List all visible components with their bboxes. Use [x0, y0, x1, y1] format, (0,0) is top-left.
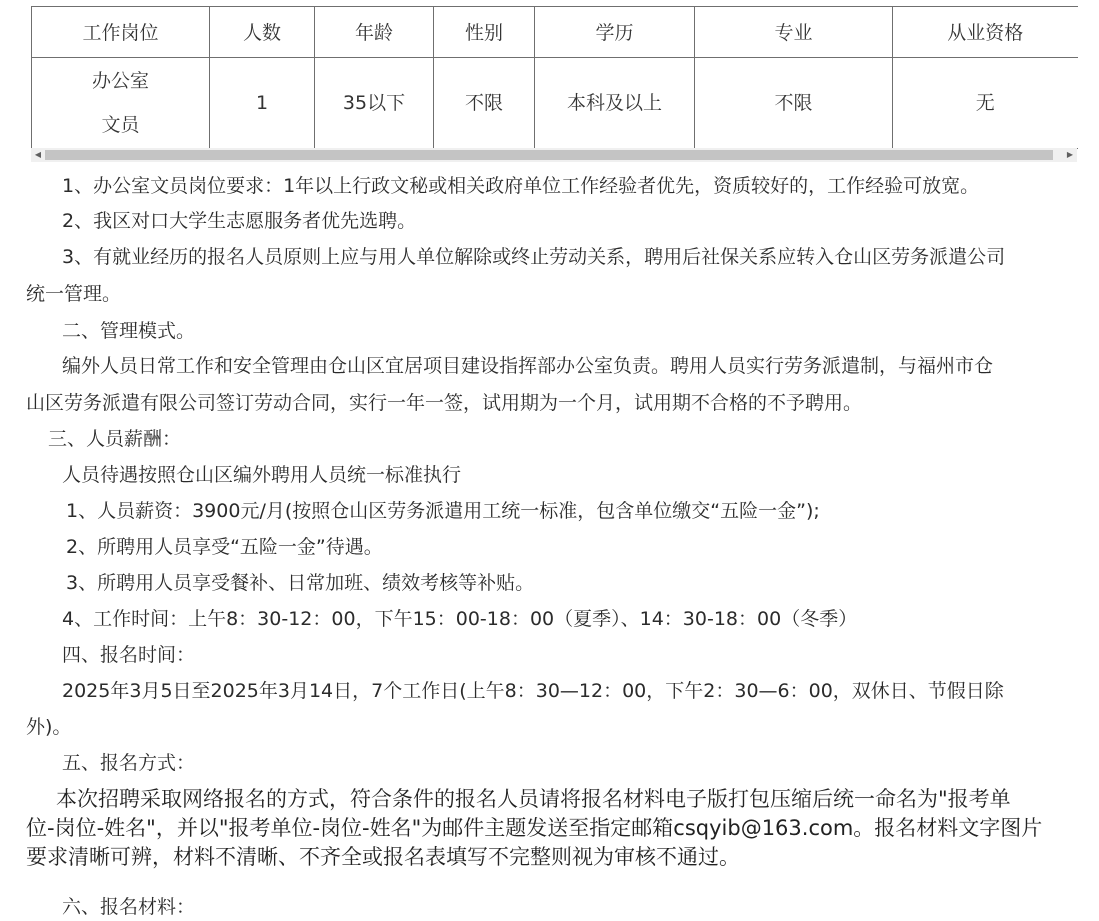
- scroll-left-icon[interactable]: ◀: [34, 150, 42, 159]
- header-cell: 工作岗位: [32, 7, 210, 58]
- management-paragraph: 编外人员日常工作和安全管理由仓山区宜居项目建设指挥部办公室负责。聘用人员实行劳务派遣制，与福州市仓: [62, 355, 994, 377]
- management-paragraph-cont: 山区劳务派遣有限公司签订劳动合同，实行一年一签，试用期为一个月，试用期不合格的不予聘用。: [26, 392, 863, 414]
- salary-item-2: 2、所聘用人员享受“五险一金”待遇。: [66, 536, 383, 558]
- salary-item-1: 1、人员薪资：3900元/月(按照仓山区劳务派遣用工统一标准，包含单位缴交“五险一金”);: [66, 500, 820, 522]
- horizontal-scrollbar[interactable]: [31, 148, 1077, 162]
- registration-method-paragraph: 本次招聘采取网络报名的方式，符合条件的报名人员请将报名材料电子版打包压缩后统一命名为"报考单: [56, 787, 1011, 811]
- registration-time: 2025年3月5日至2025年3月14日，7个工作日(上午8：30—12：00，下午2：30—6：00，双休日、节假日除: [62, 680, 1004, 702]
- job-table: [31, 6, 1078, 149]
- salary-intro: 人员待遇按照仓山区编外聘用人员统一标准执行: [62, 464, 462, 486]
- table-header-row: [32, 7, 1078, 58]
- header-cell: 年龄: [315, 7, 434, 58]
- header-cell: 性别: [434, 7, 535, 58]
- table-row: [32, 58, 1078, 149]
- requirement-3-cont: 统一管理。: [26, 283, 122, 305]
- registration-method-paragraph-cont: 要求清晰可辨，材料不清晰、不齐全或报名表填写不完整则视为审核不通过。: [26, 845, 740, 869]
- position-line: 文员: [101, 114, 140, 136]
- position-line: 办公室: [91, 70, 149, 92]
- section-heading-materials: 六、报名材料：: [62, 896, 196, 918]
- header-cell: 从业资格: [893, 7, 1078, 58]
- qualification-cell: 无: [893, 58, 1078, 149]
- work-hours: 4、工作时间：上午8：30-12：00，下午15：00-18：00（夏季）、14：30-18：00（冬季）: [62, 608, 858, 630]
- salary-item-3: 3、所聘用人员享受餐补、日常加班、绩效考核等补贴。: [66, 572, 535, 594]
- section-heading-registration-time: 四、报名时间：: [62, 644, 196, 666]
- header-cell: 专业: [695, 7, 893, 58]
- section-heading-salary: 三、人员薪酬：: [48, 428, 182, 450]
- count-cell: 1: [210, 58, 315, 149]
- header-cell: 人数: [210, 7, 315, 58]
- registration-method-paragraph-cont: 位-岗位-姓名"，并以"报考单位-岗位-姓名"为邮件主题发送至指定邮箱csqyib@163.com。报名材料文字图片: [26, 816, 1043, 840]
- education-cell: 本科及以上: [535, 58, 695, 149]
- major-cell: 不限: [695, 58, 893, 149]
- section-heading-management: 二、管理模式。: [62, 320, 196, 342]
- header-cell: 学历: [535, 7, 695, 58]
- scrollbar-thumb[interactable]: [45, 150, 1053, 160]
- age-cell: 35以下: [315, 58, 434, 149]
- requirement-1: 1、办公室文员岗位要求：1年以上行政文秘或相关政府单位工作经验者优先，资质较好的，工作经验可放宽。: [62, 175, 980, 197]
- requirement-3: 3、有就业经历的报名人员原则上应与用人单位解除或终止劳动关系，聘用后社保关系应转入仓山区劳务派遣公司: [62, 246, 1006, 268]
- requirement-2: 2、我区对口大学生志愿服务者优先选聘。: [62, 210, 417, 232]
- position-cell: [32, 58, 210, 149]
- gender-cell: 不限: [434, 58, 535, 149]
- registration-time-cont: 外)。: [26, 716, 72, 738]
- scroll-right-icon[interactable]: ▶: [1066, 150, 1074, 159]
- section-heading-registration-method: 五、报名方式：: [62, 752, 196, 774]
